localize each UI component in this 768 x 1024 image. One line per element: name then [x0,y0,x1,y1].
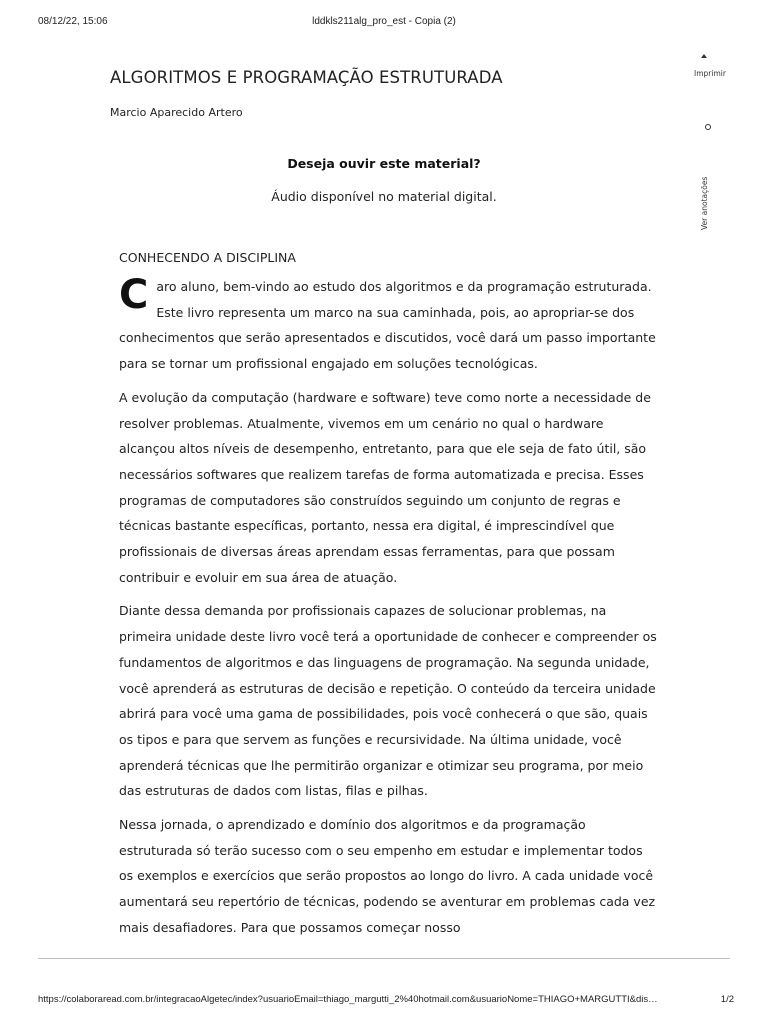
print-header [0,16,768,34]
drop-cap: C [119,272,149,318]
audio-note: Áudio disponível no material digital. [271,189,497,204]
note-icon[interactable] [705,124,711,130]
paragraph-3: Diante dessa demanda por profissionais capazes de solucionar problemas, na primeira unidade deste livro você terá a oportunidade de conhecer e compreender os fundamentos de algoritmos e das linguagens de programação. Na segunda unidade, você aprenderá as estruturas de decisão e repetição. O conteúdo da terceira unidade abrirá para você uma gama de possibilidades, pois você conhecerá o que são, quais os tipos e para que servem as funções e recursividade. Na última unidade, você aprenderá técnicas que lhe permitirão organizar e otimizar seu programa, por meio das estruturas de dados com listas, filas e pilhas. [119,603,657,799]
arrow-up-icon[interactable] [701,54,707,58]
print-document-title: lddkls211alg_pro_est - Copia (2) [312,16,456,27]
paragraph-1 [119,274,659,377]
paragraph-1-text: aro aluno, bem-vindo ao estudo dos algoritmos e da programação estruturada. Este livro representa um marco na sua caminhada, pois, ao apropriar-se dos conhecimentos que serão apresentados e discutidos, você dará um passo importante para se tornar um profissional engajado em soluções tecnológicas. [119,279,656,372]
book-title: ALGORITMOS E PROGRAMAÇÃO ESTRUTURADA [110,68,503,87]
section-heading: CONHECENDO A DISCIPLINA [119,250,296,265]
page-number: 1/2 [720,994,734,1005]
paragraph-2: A evolução da computação (hardware e software) teve como norte a necessidade de resolver problemas. Atualmente, vivemos em um cenário no qual o hardware alcançou altos níveis de desempenho, entretanto, para que ele seja de fato útil, são necessários softwares que realizem tarefas de forma automatizada e precisa. Esses programas de computadores são construídos seguindo um conjunto de regras e técnicas bastante específicas, portanto, nessa era digital, é imprescindível que profissionais de diversas áreas aprendam essas ferramentas, para que possam contribuir e evoluir em sua área de atuação. [119,389,651,585]
print-date: 08/12/22, 15:06 [38,16,108,27]
print-url: https://colaboraread.com.br/integracaoAlgetec/index?usuarioEmail=thiago_margutti_2%40hotmail.com&usuarioNome=THIAGO+MARGUTTI&dis… [38,994,658,1005]
main-content [119,250,659,949]
view-notes-button[interactable]: Ver anotações [700,176,709,230]
page-cut-fade [0,958,768,980]
side-toolbar [690,50,740,230]
book-author: Marcio Aparecido Artero [110,106,243,119]
audio-title: Deseja ouvir este material? [287,156,481,171]
paragraph-4: Nessa jornada, o aprendizado e domínio dos algoritmos e da programação estruturada só terão sucesso com o seu empenho em estudar e implementar todos os exemplos e exercícios que serão propostos ao longo do livro. A cada unidade você aumentará seu repertório de técnicas, podendo se aventurar em problemas cada vez mais desafiadores. Para que possamos começar nosso [119,817,656,935]
print-footer [0,994,768,1010]
audio-notice [110,156,658,204]
print-button[interactable]: Imprimir [694,69,726,78]
